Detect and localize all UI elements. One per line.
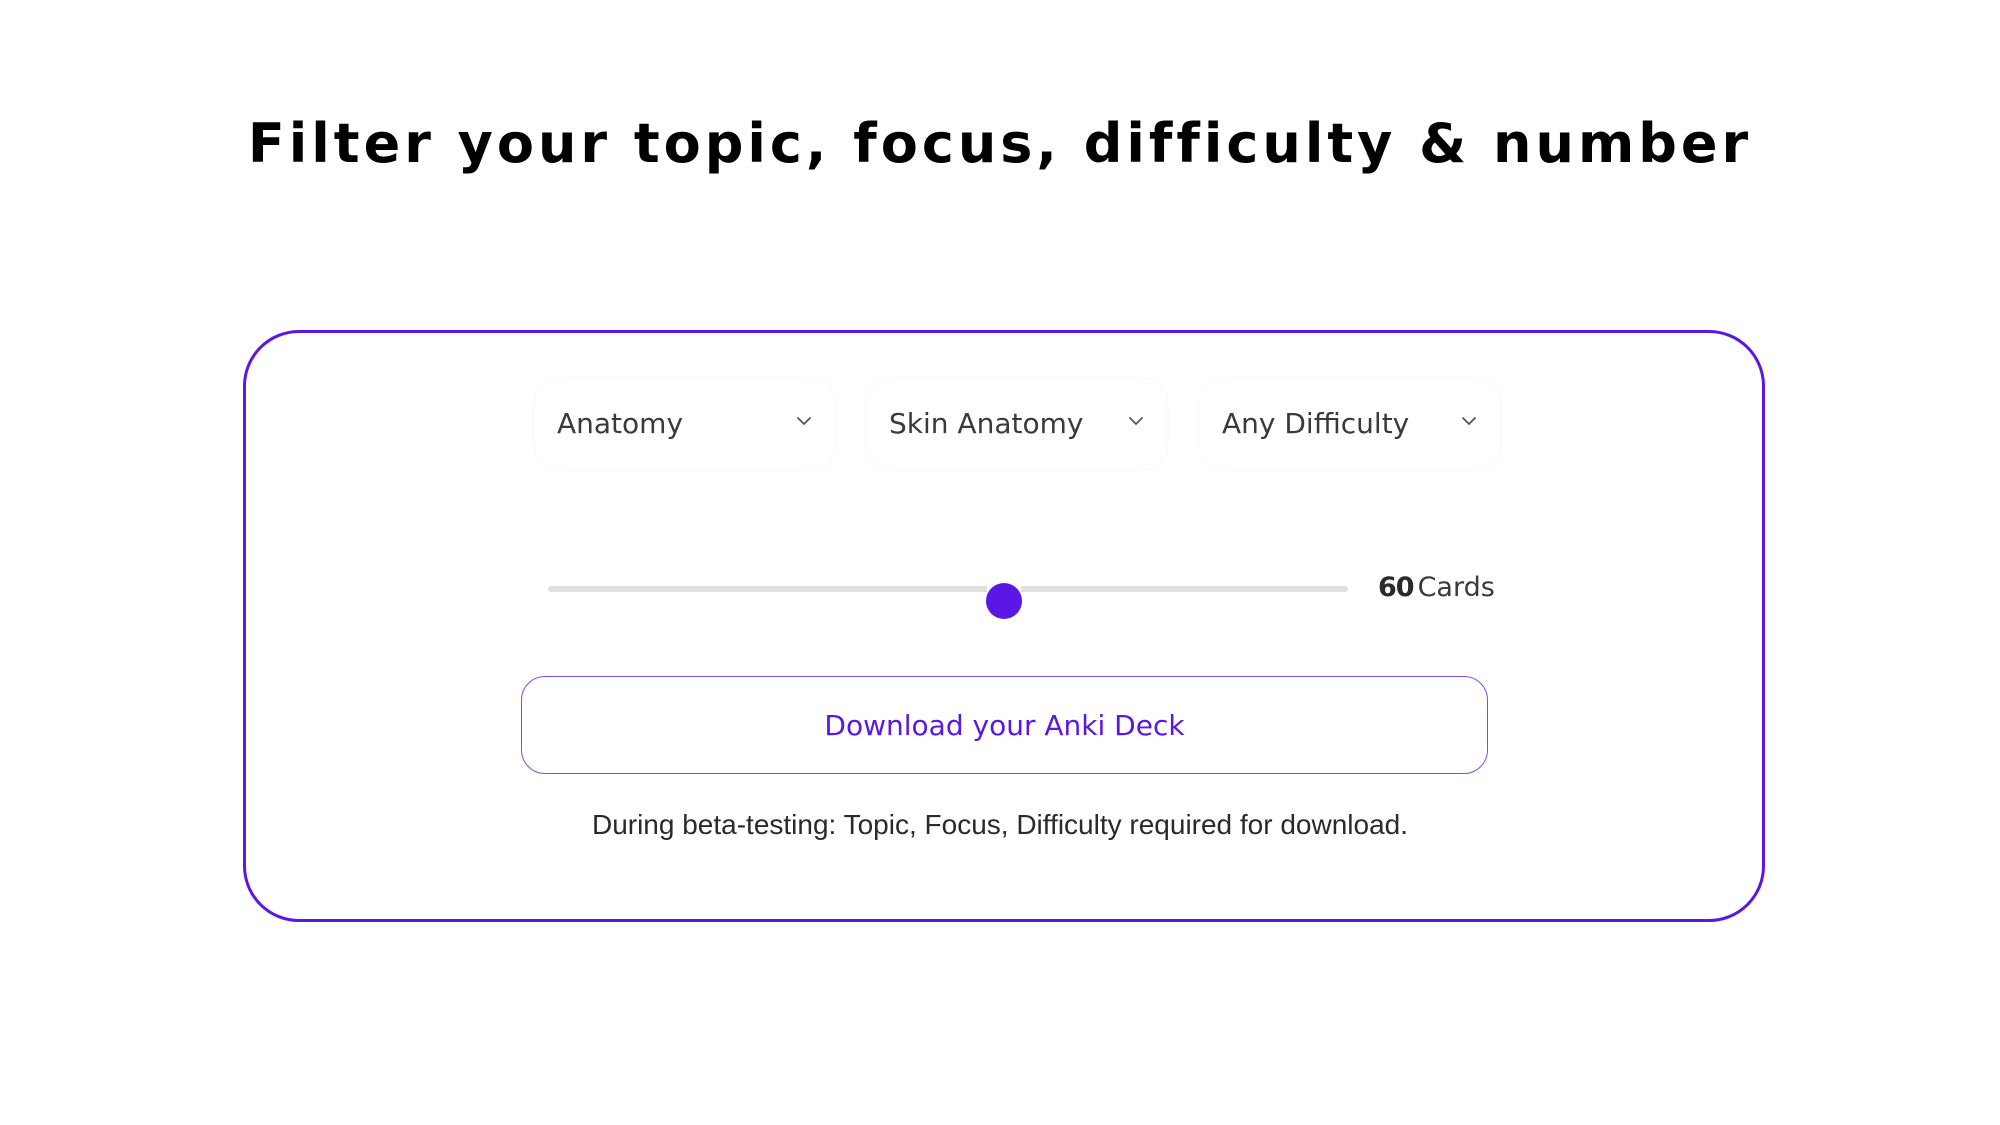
download-deck-button[interactable]: Download your Anki Deck xyxy=(521,676,1488,774)
difficulty-select[interactable] xyxy=(1200,378,1500,470)
chevron-down-icon xyxy=(1460,412,1478,430)
card-count-unit: Cards xyxy=(1417,572,1495,603)
topic-select-value: Anatomy xyxy=(557,407,684,440)
focus-select[interactable] xyxy=(867,378,1167,470)
slider-thumb[interactable] xyxy=(986,583,1022,619)
chevron-down-icon xyxy=(795,412,813,430)
beta-note: During beta-testing: Topic, Focus, Difficulty required for download. xyxy=(591,809,1409,840)
topic-select[interactable] xyxy=(535,378,835,470)
slider-track[interactable] xyxy=(548,586,1348,592)
page-title: Filter your topic, focus, difficulty & number xyxy=(247,112,1753,175)
card-count-readout xyxy=(1378,568,1495,608)
chevron-down-icon xyxy=(1127,412,1145,430)
card-count-value: 60 xyxy=(1378,572,1414,603)
card-count-slider[interactable] xyxy=(548,570,1348,634)
difficulty-select-value: Any Difficulty xyxy=(1222,407,1410,440)
focus-select-value: Skin Anatomy xyxy=(889,407,1084,440)
